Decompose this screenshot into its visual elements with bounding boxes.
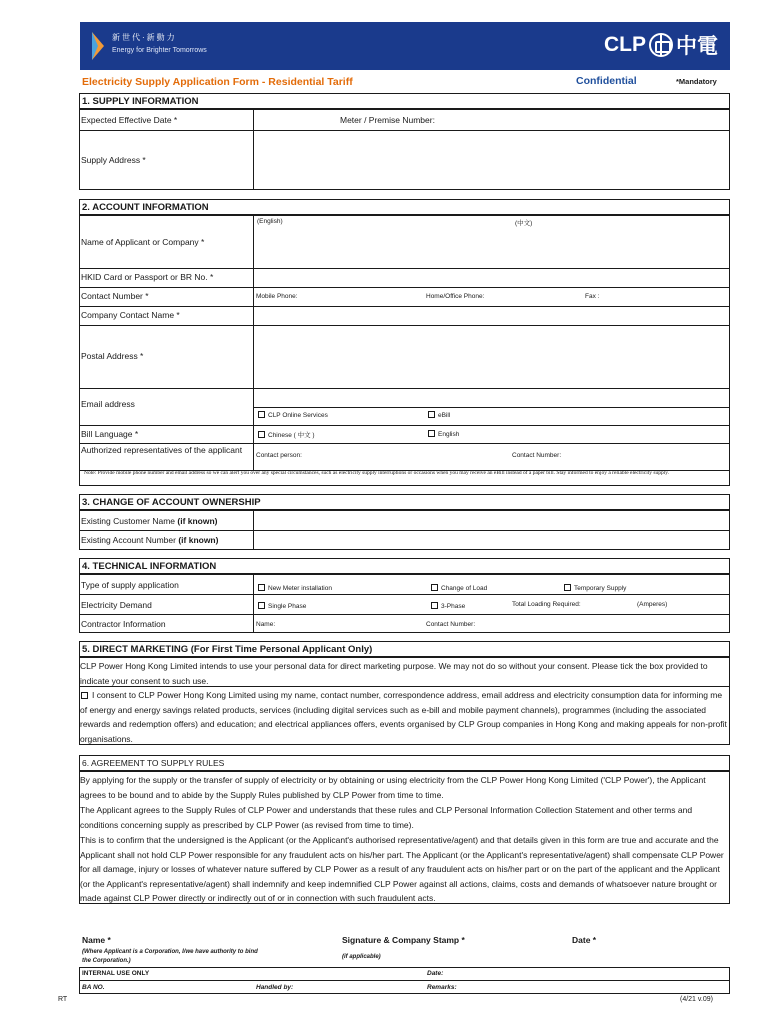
existing-customer-text: Existing Customer Name (81, 516, 178, 526)
supply-type-label: Type of supply application (81, 580, 179, 590)
if-known-text: (if known) (178, 535, 219, 545)
section-5-heading: 5. DIRECT MARKETING (For First Time Personal Applicant Only) (79, 641, 730, 657)
mandatory-note: *Mandatory (676, 77, 717, 86)
amperes-label: (Amperes) (637, 601, 668, 608)
ba-number-label: BA NO. (82, 984, 105, 991)
form-title: Electricity Supply Application Form - Residential Tariff (82, 76, 353, 88)
email-input[interactable] (256, 390, 727, 405)
postal-address-label: Postal Address * (81, 351, 144, 361)
contractor-contact-label: Contact Number: (426, 621, 476, 628)
english-name-hint: (English) (257, 218, 283, 225)
section-6-heading: 6. AGREEMENT TO SUPPLY RULES (79, 755, 730, 771)
authorized-rep-label: Authorized representatives of the applicant (81, 445, 243, 455)
signature-name-label: Name * (82, 935, 111, 945)
meter-number-input[interactable] (339, 112, 727, 128)
electricity-demand-label: Electricity Demand (81, 600, 152, 610)
remarks-label: Remarks: (427, 984, 457, 991)
three-phase-text: 3-Phase (441, 603, 466, 610)
change-load-checkbox[interactable] (431, 584, 438, 591)
existing-customer-input[interactable] (256, 512, 727, 528)
signature-stamp-label: Signature & Company Stamp * (342, 935, 465, 945)
slogan-english: Energy for Brighter Tomorrows (112, 47, 207, 54)
ebill-text: eBill (438, 412, 451, 419)
clp-online-checkbox[interactable] (258, 411, 265, 418)
new-meter-option[interactable] (258, 584, 332, 592)
contact-person-label: Contact person: (256, 452, 302, 459)
bill-language-label: Bill Language * (81, 429, 139, 439)
handled-by-label: Handled by: (256, 984, 294, 991)
brand-name: CLP (604, 33, 646, 56)
applicant-name-input[interactable] (256, 227, 727, 265)
hkid-label: HKID Card or Passport or BR No. * (81, 272, 214, 282)
contact-number-label: Contact Number * (81, 291, 149, 301)
english-language-option[interactable] (428, 430, 459, 438)
ebill-option[interactable] (428, 411, 450, 419)
contractor-name-label: Name: (256, 621, 276, 628)
existing-customer-label (81, 516, 218, 526)
chinese-text: Chinese ( 中文 ) (268, 432, 315, 439)
if-known-text: (if known) (177, 516, 218, 526)
consent-checkbox[interactable] (81, 692, 88, 699)
section-4-heading: 4. TECHNICAL INFORMATION (79, 558, 730, 574)
existing-account-text: Existing Account Number (81, 535, 179, 545)
single-phase-checkbox[interactable] (258, 602, 265, 609)
supply-address-label: Supply Address * (81, 155, 146, 165)
agreement-paragraph-1: By applying for the supply or the transfer of supply of electricity or by obtaining or using electricity from the CLP Power Hong Kong Limited ('CLP Power'), the Applicant agrees to be bound and to abide by the Supply Rules published by CLP Power from time to time. (80, 775, 706, 800)
temp-supply-text: Temporary Supply (574, 585, 627, 592)
change-load-option[interactable] (431, 584, 487, 592)
internal-date-label: Date: (427, 970, 444, 977)
header-banner (80, 22, 730, 70)
internal-use-heading: INTERNAL USE ONLY (82, 970, 150, 977)
temp-supply-option[interactable] (564, 584, 626, 592)
email-label: Email address (81, 399, 135, 409)
meter-number-label: Meter / Premise Number: (340, 115, 435, 125)
english-checkbox[interactable] (428, 430, 435, 437)
section-3-heading: 3. CHANGE OF ACCOUNT OWNERSHIP (79, 494, 730, 510)
company-contact-label: Company Contact Name * (81, 310, 180, 320)
effective-date-input[interactable] (256, 112, 336, 128)
postal-address-input[interactable] (256, 328, 727, 386)
ebill-checkbox[interactable] (428, 411, 435, 418)
chinese-language-option[interactable] (258, 430, 315, 439)
effective-date-label: Expected Effective Date * (81, 115, 178, 125)
hkid-input[interactable] (256, 270, 727, 285)
chinese-name-hint: (中文) (515, 220, 533, 227)
clp-online-text: CLP Online Services (268, 412, 328, 419)
applicant-name-label: Name of Applicant or Company * (81, 237, 205, 247)
existing-account-input[interactable] (256, 532, 727, 548)
signature-date-label: Date * (572, 935, 597, 945)
contractor-info-label: Contractor Information (81, 619, 166, 629)
english-text: English (438, 431, 460, 438)
clp-circle-icon (649, 33, 673, 57)
direct-marketing-consent: I consent to CLP Power Hong Kong Limited using my name, contact number, correspondence address, email address and electricity consumption data for informing me of energy and energy savings related products, services (including digital services such as e-bill and mobile payment channels), programmes (including the associated rewards and redemption offers) and education; and electrical appliances offers, events organised by CLP Group companies in Hong Kong and making appeals for non-profit organisations. (80, 690, 727, 744)
temp-supply-checkbox[interactable] (564, 584, 571, 591)
clp-arrow-logo-icon (90, 32, 106, 60)
section-1-heading: 1. SUPPLY INFORMATION (79, 93, 730, 109)
agreement-paragraph-3: This is to confirm that the undersigned is the Applicant (or the Applicant's authorised representative/agent) and that details given in this form are true and accurate and the Applicant shall not hold CLP Power responsible for any fraudulent acts on his/her part. The Applicant (or the Applicant's representative/agent) shall compensate CLP Power for all damage, injury or losses of whatever nature suffered by CLP Power as a result of any fraudulent acts on his/her part or on the part of the applicant and the Applicant (or the Applicant's representative/agent) shall indemnify and keep indemnified CLP Power against all actions, claims, costs and demands of whatsoever nature brought or made against CLP Power directly or indirectly out of or in connection with such fraudulent acts. (80, 835, 724, 903)
agreement-paragraph-2: The Applicant agrees to the Supply Rules of CLP Power and understands that these rules and CLP Personal Information Collection Statement and other terms and conditions concerning supply as prescribed by CLP Power (as revised from time to time). (80, 805, 693, 830)
direct-marketing-intro: CLP Power Hong Kong Limited intends to use your personal data for direct marketing purpose. We may not do so without your consent. Please tick the box provided to indicate your consent to such use. (80, 661, 708, 686)
new-meter-text: New Meter installation (268, 585, 332, 592)
existing-account-label (81, 535, 218, 545)
section-2-note: Note: Provide mobile phone number and email address so we can alert you over any special circumstances, such as electricity supply interruptions or occasions when you may receive an eBill instead of a paper bill. Stay informed to enjoy a reliable electricity supply. (84, 470, 670, 476)
chinese-checkbox[interactable] (258, 431, 265, 438)
section-2-heading: 2. ACCOUNT INFORMATION (79, 199, 730, 215)
mobile-phone-label: Mobile Phone: (256, 293, 298, 300)
company-contact-input[interactable] (256, 308, 727, 323)
clp-online-option[interactable] (258, 411, 328, 419)
total-loading-label: Total Loading Required: (512, 601, 581, 608)
footer-code: RT (58, 996, 68, 1003)
clp-brand-logo (604, 30, 718, 60)
slogan-chinese: 新世代·新動力 (112, 33, 177, 42)
fax-label: Fax : (585, 293, 600, 300)
brand-name-chinese: 中電 (676, 35, 718, 58)
single-phase-option[interactable] (258, 602, 306, 610)
if-applicable-note: (if applicable) (342, 954, 381, 960)
home-office-phone-label: Home/Office Phone: (426, 293, 485, 300)
supply-address-input[interactable] (256, 133, 727, 187)
confidential-label: Confidential (576, 75, 637, 87)
three-phase-option[interactable] (431, 602, 465, 610)
footer-version: (4/21 v.09) (680, 996, 713, 1003)
contact-number-small-label: Contact Number: (512, 452, 562, 459)
change-load-text: Change of Load (441, 585, 488, 592)
new-meter-checkbox[interactable] (258, 584, 265, 591)
single-phase-text: Single Phase (268, 603, 307, 610)
three-phase-checkbox[interactable] (431, 602, 438, 609)
signature-name-note: (Where Applicant is a Corporation, I/we have authority to bind the Corporation.) (82, 949, 258, 964)
